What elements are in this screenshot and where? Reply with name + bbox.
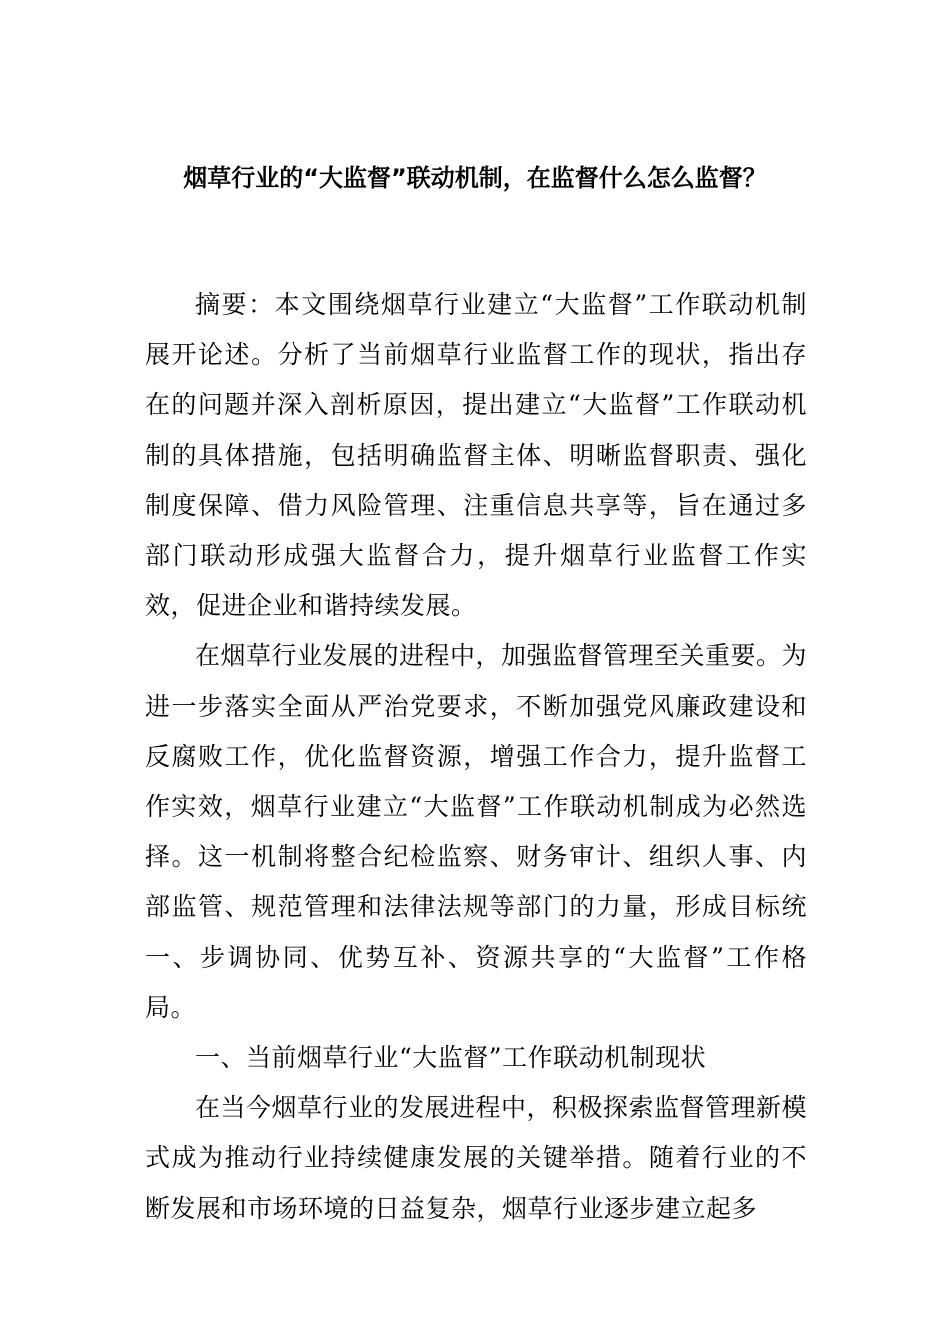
document-body — [145, 280, 807, 1234]
intro-paragraph: 在烟草行业发展的进程中，加强监督管理至关重要。为进一步落实全面从严治党要求，不断加强党风廉政建设和反腐败工作，优化监督资源，增强工作合力，提升监督工作实效，烟草行业建立“大监督”工作联动机制成为必然选择。这一机制将整合纪检监察、财务审计、组织人事、内部监管、规范管理和法律法规等部门的力量，形成目标统一、步调协同、优势互补、资源共享的“大监督”工作格局。 — [145, 641, 808, 1022]
abstract-paragraph: 摘要：本文围绕烟草行业建立“大监督”工作联动机制展开论述。分析了当前烟草行业监督工作的现状，指出存在的问题并深入剖析原因，提出建立“大监督”工作联动机制的具体措施，包括明确监督主体、明晰监督职责、强化制度保障、借力风险管理、注重信息共享等，旨在通过多部门联动形成强大监督合力，提升烟草行业监督工作实效，促进企业和谐持续发展。 — [145, 290, 807, 621]
section-heading: 一、当前烟草行业“大监督”工作联动机制现状 — [195, 1043, 707, 1073]
section-paragraph: 在当今烟草行业的发展进程中，积极探索监督管理新模式成为推动行业持续健康发展的关键举措。随着行业的不断发展和市场环境的日益复杂，烟草行业逐步建立起多 — [145, 1093, 808, 1223]
document-title: 烟草行业的“大监督”联动机制，在监督什么怎么监督？ — [183, 164, 767, 192]
